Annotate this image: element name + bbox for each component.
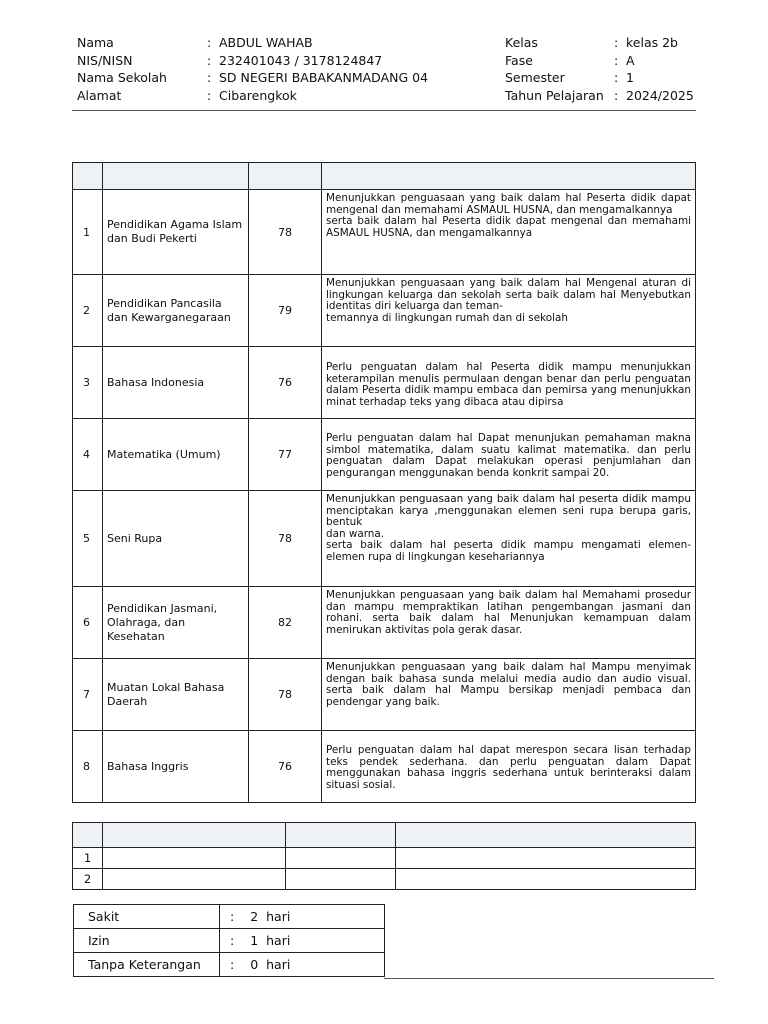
field-label: Kelas xyxy=(505,35,538,50)
competency-description xyxy=(322,275,696,347)
extracurricular-header-row xyxy=(73,823,696,848)
attendance-value xyxy=(220,953,385,977)
address-row xyxy=(77,87,428,105)
phase-value: A xyxy=(626,52,635,68)
empty-cell xyxy=(396,848,696,869)
colon: : xyxy=(207,87,212,103)
class-row xyxy=(505,34,694,52)
empty-cell xyxy=(396,869,696,890)
semester-value: 1 xyxy=(626,70,634,85)
competency-description xyxy=(322,491,696,587)
attendance-label: Tanpa Keterangan xyxy=(74,953,220,977)
student-info xyxy=(77,34,428,104)
header-cell xyxy=(396,823,696,848)
competency-description xyxy=(322,190,696,275)
table-row xyxy=(73,491,696,587)
table-row xyxy=(73,190,696,275)
field-label: Nama Sekolah xyxy=(77,70,167,85)
final-score: 77 xyxy=(249,419,322,491)
attendance-count: 2 xyxy=(250,909,259,924)
phase-row xyxy=(505,52,694,70)
competency-description xyxy=(322,731,696,803)
school-name-row xyxy=(77,69,428,87)
field-label: Fase xyxy=(505,52,533,68)
empty-cell xyxy=(286,869,396,890)
school-year-value: 2024/2025 xyxy=(626,87,694,103)
row-number: 2 xyxy=(73,869,103,890)
attendance-label: Sakit xyxy=(74,905,220,929)
header-divider xyxy=(72,110,696,111)
subject-name: Seni Rupa xyxy=(103,491,249,587)
row-number: 4 xyxy=(73,419,103,491)
table-row xyxy=(73,869,696,890)
field-label: Nama xyxy=(77,35,114,50)
field-label: Semester xyxy=(505,70,565,85)
empty-cell xyxy=(286,848,396,869)
table-row xyxy=(73,347,696,419)
row-number: 2 xyxy=(73,275,103,347)
final-score: 78 xyxy=(249,491,322,587)
subject-name: Matematika (Umum) xyxy=(103,419,249,491)
header-cell xyxy=(73,823,103,848)
description-text: Perlu penguatan dalam hal Peserta didik mampu menunjukkan keterampilan menulis permulaan dengan benar dan perlu penguatan dalam Peserta didik mampu embaca dan pemirsa yang menunjukkan minat terhadap teks yang dibaca atau dipirsa xyxy=(326,361,691,408)
student-name-row xyxy=(77,34,428,52)
field-label: NIS/NISN xyxy=(77,52,133,68)
row-number: 6 xyxy=(73,587,103,659)
subject-name: Muatan Lokal Bahasa Daerah xyxy=(103,659,249,731)
competency-description xyxy=(322,347,696,419)
subject-name: Pendidikan Pancasila dan Kewarganegaraan xyxy=(103,275,249,347)
semester-row xyxy=(505,69,694,87)
attendance-value xyxy=(220,929,385,953)
empty-cell xyxy=(103,869,286,890)
table-row xyxy=(73,419,696,491)
attendance-count: 0 xyxy=(250,957,259,972)
attendance-row-sick xyxy=(74,905,385,929)
competency-description xyxy=(322,587,696,659)
empty-cell xyxy=(103,848,286,869)
student-nis-row xyxy=(77,52,428,70)
row-number: 8 xyxy=(73,731,103,803)
grades-header-row xyxy=(73,163,696,190)
colon: : xyxy=(614,87,619,103)
final-score: 76 xyxy=(249,347,322,419)
final-score: 82 xyxy=(249,587,322,659)
row-number: 7 xyxy=(73,659,103,731)
field-label: Alamat xyxy=(77,87,122,103)
description-text: Menunjukkan penguasaan yang baik dalam hal Peserta didik dapat mengenal dan memahami ASMAUL HUSNA, dan mengamalkannya serta baik dalam hal Peserta didik dapat mengenal dan memahami ASMAUL HUSNA, dan mengamalkannya xyxy=(326,192,691,239)
attendance-table xyxy=(73,904,385,977)
row-number: 1 xyxy=(73,848,103,869)
table-row xyxy=(73,587,696,659)
colon: : xyxy=(207,52,212,68)
field-label: Tahun Pelajaran xyxy=(505,87,604,103)
description-text: Perlu penguatan dalam hal Dapat menunjukan pemahaman makna simbol matematika, dalam suatu kalimat matematika. dan perlu penguatan dalam Dapat melakukan operasi penjumlahan dan pengurangan menggunakan benda konkrit sampai 20. xyxy=(326,432,691,479)
attendance-row-permission xyxy=(74,929,385,953)
final-score: 78 xyxy=(249,659,322,731)
table-row xyxy=(73,848,696,869)
attendance-count: 1 xyxy=(250,933,259,948)
address: Cibarengkok xyxy=(219,87,297,103)
header-cell xyxy=(286,823,396,848)
subject-name: Pendidikan Jasmani, Olahraga, dan Kesehatan xyxy=(103,587,249,659)
school-year-row xyxy=(505,87,694,105)
competency-description xyxy=(322,659,696,731)
description-text: Menunjukkan penguasaan yang baik dalam hal Mampu menyimak dengan baik bahasa sunda melalui media audio dan audio visual. serta baik dalam hal Mampu bersikap menjadi pembaca dan pendengar yang baik. xyxy=(326,661,691,708)
colon: : xyxy=(614,52,619,68)
colon: : xyxy=(230,909,235,924)
attendance-unit: hari xyxy=(266,933,291,948)
subject-name: Bahasa Inggris xyxy=(103,731,249,803)
description-text: Menunjukkan penguasaan yang baik dalam hal Mengenal aturan di lingkungan keluarga dan sekolah serta baik dalam hal Menyebutkan identitas diri keluarga dan teman- temannya di lingkungan rumah dan di sekolah xyxy=(326,277,691,324)
description-text: Perlu penguatan dalam hal dapat merespon secara lisan terhadap teks pendek sederhana. dan perlu penguatan dalam Dapat menggunakan bahasa inggris sederhana untuk berinteraksi dalam situasi sosial. xyxy=(326,744,691,791)
final-score: 76 xyxy=(249,731,322,803)
colon: : xyxy=(230,933,235,948)
colon: : xyxy=(207,70,212,85)
header-cell xyxy=(322,163,696,190)
final-score: 78 xyxy=(249,190,322,275)
colon: : xyxy=(230,957,235,972)
student-nis: 232401043 / 3178124847 xyxy=(219,52,383,68)
header-cell xyxy=(249,163,322,190)
description-text: Menunjukkan penguasaan yang baik dalam hal peserta didik mampu menciptakan karya ,menggunakan elemen seni rupa berupa garis, bentuk dan warna. serta baik dalam hal peserta didik mampu mengamati elemen-elemen rupa di lingkungan kesehariannya xyxy=(326,493,691,563)
subject-name: Bahasa Indonesia xyxy=(103,347,249,419)
header-cell xyxy=(103,823,286,848)
row-number: 1 xyxy=(73,190,103,275)
description-text: Menunjukkan penguasaan yang baik dalam hal Memahami prosedur dan mampu mempraktikan latihan pengembangan jasmani dan rohani. serta baik dalam hal Menunjukan kemampuan dalam menirukan aktivitas pola gerak dasar. xyxy=(326,589,691,636)
row-number: 5 xyxy=(73,491,103,587)
attendance-unit: hari xyxy=(266,957,291,972)
subject-name: Pendidikan Agama Islam dan Budi Pekerti xyxy=(103,190,249,275)
table-row xyxy=(73,731,696,803)
row-number: 3 xyxy=(73,347,103,419)
attendance-unit: hari xyxy=(266,909,291,924)
attendance-label: Izin xyxy=(74,929,220,953)
table-row xyxy=(73,275,696,347)
footer-divider xyxy=(384,978,714,979)
colon: : xyxy=(614,35,619,50)
class-value: kelas 2b xyxy=(626,35,678,50)
colon: : xyxy=(614,70,619,85)
school-name: SD NEGERI BABAKANMADANG 04 xyxy=(219,70,429,85)
class-info xyxy=(505,34,694,104)
attendance-value xyxy=(220,905,385,929)
header-cell xyxy=(73,163,103,190)
competency-description xyxy=(322,419,696,491)
grades-table xyxy=(72,162,696,803)
colon: : xyxy=(207,35,212,50)
attendance-row-absent xyxy=(74,953,385,977)
extracurricular-table xyxy=(72,822,696,890)
header-cell xyxy=(103,163,249,190)
student-name: ABDUL WAHAB xyxy=(219,35,313,50)
final-score: 79 xyxy=(249,275,322,347)
table-row xyxy=(73,659,696,731)
